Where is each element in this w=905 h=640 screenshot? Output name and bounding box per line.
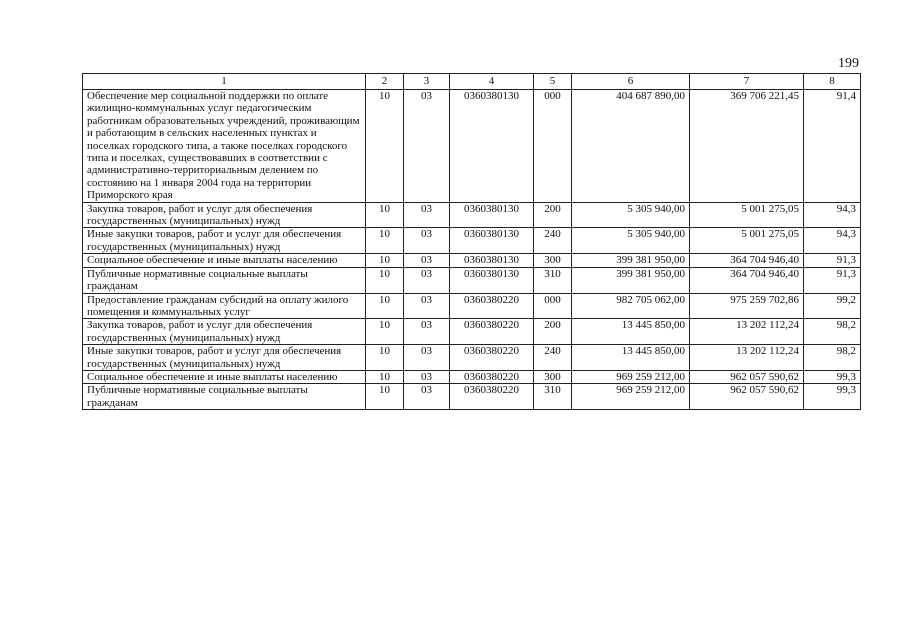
subsection-cell: 03 xyxy=(404,370,450,383)
subsection-cell: 03 xyxy=(404,319,450,345)
execution-percent-cell: 99,3 xyxy=(804,384,861,410)
column-header: 4 xyxy=(450,74,534,90)
column-header: 3 xyxy=(404,74,450,90)
planned-amount-cell: 13 445 850,00 xyxy=(572,319,690,345)
row-name-cell: Публичные нормативные социальные выплаты гражданам xyxy=(83,267,366,293)
expense-type-cell: 300 xyxy=(534,254,572,267)
row-name-cell: Закупка товаров, работ и услуг для обеспечения государственных (муниципальных) нужд xyxy=(83,202,366,228)
column-header: 1 xyxy=(83,74,366,90)
executed-amount-cell: 962 057 590,62 xyxy=(690,384,804,410)
planned-amount-cell: 969 259 212,00 xyxy=(572,384,690,410)
row-name-cell: Иные закупки товаров, работ и услуг для обеспечения государственных (муниципальных) нужд xyxy=(83,228,366,254)
executed-amount-cell: 13 202 112,24 xyxy=(690,319,804,345)
execution-percent-cell: 91,4 xyxy=(804,90,861,203)
page-number: 199 xyxy=(838,56,859,71)
planned-amount-cell: 5 305 940,00 xyxy=(572,228,690,254)
table-row xyxy=(83,345,861,371)
column-header: 7 xyxy=(690,74,804,90)
section-cell: 10 xyxy=(366,254,404,267)
target-article-cell: 0360380220 xyxy=(450,370,534,383)
execution-percent-cell: 98,2 xyxy=(804,345,861,371)
execution-percent-cell: 94,3 xyxy=(804,202,861,228)
subsection-cell: 03 xyxy=(404,345,450,371)
executed-amount-cell: 13 202 112,24 xyxy=(690,345,804,371)
expense-type-cell: 300 xyxy=(534,370,572,383)
table-row xyxy=(83,228,861,254)
executed-amount-cell: 5 001 275,05 xyxy=(690,202,804,228)
column-header: 6 xyxy=(572,74,690,90)
section-cell: 10 xyxy=(366,293,404,319)
section-cell: 10 xyxy=(366,319,404,345)
execution-percent-cell: 98,2 xyxy=(804,319,861,345)
column-header: 2 xyxy=(366,74,404,90)
section-cell: 10 xyxy=(366,90,404,203)
target-article-cell: 0360380130 xyxy=(450,90,534,203)
execution-percent-cell: 99,3 xyxy=(804,370,861,383)
planned-amount-cell: 399 381 950,00 xyxy=(572,267,690,293)
executed-amount-cell: 369 706 221,45 xyxy=(690,90,804,203)
target-article-cell: 0360380130 xyxy=(450,228,534,254)
executed-amount-cell: 962 057 590,62 xyxy=(690,370,804,383)
target-article-cell: 0360380220 xyxy=(450,345,534,371)
table-row xyxy=(83,293,861,319)
planned-amount-cell: 399 381 950,00 xyxy=(572,254,690,267)
executed-amount-cell: 975 259 702,86 xyxy=(690,293,804,319)
executed-amount-cell: 5 001 275,05 xyxy=(690,228,804,254)
target-article-cell: 0360380220 xyxy=(450,319,534,345)
table-header-row xyxy=(83,74,861,90)
execution-percent-cell: 94,3 xyxy=(804,228,861,254)
subsection-cell: 03 xyxy=(404,384,450,410)
section-cell: 10 xyxy=(366,384,404,410)
planned-amount-cell: 13 445 850,00 xyxy=(572,345,690,371)
section-cell: 10 xyxy=(366,267,404,293)
row-name-cell: Закупка товаров, работ и услуг для обеспечения государственных (муниципальных) нужд xyxy=(83,319,366,345)
executed-amount-cell: 364 704 946,40 xyxy=(690,254,804,267)
row-name-cell: Иные закупки товаров, работ и услуг для обеспечения государственных (муниципальных) нужд xyxy=(83,345,366,371)
budget-table xyxy=(82,73,861,410)
expense-type-cell: 310 xyxy=(534,267,572,293)
section-cell: 10 xyxy=(366,228,404,254)
expense-type-cell: 000 xyxy=(534,90,572,203)
planned-amount-cell: 969 259 212,00 xyxy=(572,370,690,383)
target-article-cell: 0360380130 xyxy=(450,202,534,228)
table-row xyxy=(83,370,861,383)
table-row xyxy=(83,254,861,267)
subsection-cell: 03 xyxy=(404,202,450,228)
target-article-cell: 0360380220 xyxy=(450,384,534,410)
column-header: 5 xyxy=(534,74,572,90)
subsection-cell: 03 xyxy=(404,90,450,203)
row-name-cell: Предоставление гражданам субсидий на оплату жилого помещения и коммунальных услуг xyxy=(83,293,366,319)
column-header: 8 xyxy=(804,74,861,90)
expense-type-cell: 200 xyxy=(534,319,572,345)
subsection-cell: 03 xyxy=(404,254,450,267)
row-name-cell: Обеспечение мер социальной поддержки по оплате жилищно-коммунальных услуг педагогическим работникам образовательных учреждений, проживающим и работающим в сельских населенных пунктах и поселках городского типа, а также поселках городского типа и поселках, существовавших в соответствии с административно-территориальным делением по состоянию на 1 января 2004 года на территории Приморского края xyxy=(83,90,366,203)
section-cell: 10 xyxy=(366,202,404,228)
executed-amount-cell: 364 704 946,40 xyxy=(690,267,804,293)
execution-percent-cell: 99,2 xyxy=(804,293,861,319)
expense-type-cell: 240 xyxy=(534,345,572,371)
section-cell: 10 xyxy=(366,345,404,371)
execution-percent-cell: 91,3 xyxy=(804,254,861,267)
row-name-cell: Публичные нормативные социальные выплаты гражданам xyxy=(83,384,366,410)
planned-amount-cell: 404 687 890,00 xyxy=(572,90,690,203)
subsection-cell: 03 xyxy=(404,267,450,293)
target-article-cell: 0360380220 xyxy=(450,293,534,319)
planned-amount-cell: 5 305 940,00 xyxy=(572,202,690,228)
table-row xyxy=(83,267,861,293)
table-row xyxy=(83,319,861,345)
expense-type-cell: 200 xyxy=(534,202,572,228)
table-row xyxy=(83,384,861,410)
planned-amount-cell: 982 705 062,00 xyxy=(572,293,690,319)
expense-type-cell: 310 xyxy=(534,384,572,410)
target-article-cell: 0360380130 xyxy=(450,254,534,267)
row-name-cell: Социальное обеспечение и иные выплаты населению xyxy=(83,254,366,267)
subsection-cell: 03 xyxy=(404,293,450,319)
subsection-cell: 03 xyxy=(404,228,450,254)
expense-type-cell: 240 xyxy=(534,228,572,254)
row-name-cell: Социальное обеспечение и иные выплаты населению xyxy=(83,370,366,383)
table-row xyxy=(83,90,861,203)
expense-type-cell: 000 xyxy=(534,293,572,319)
section-cell: 10 xyxy=(366,370,404,383)
execution-percent-cell: 91,3 xyxy=(804,267,861,293)
target-article-cell: 0360380130 xyxy=(450,267,534,293)
table-row xyxy=(83,202,861,228)
